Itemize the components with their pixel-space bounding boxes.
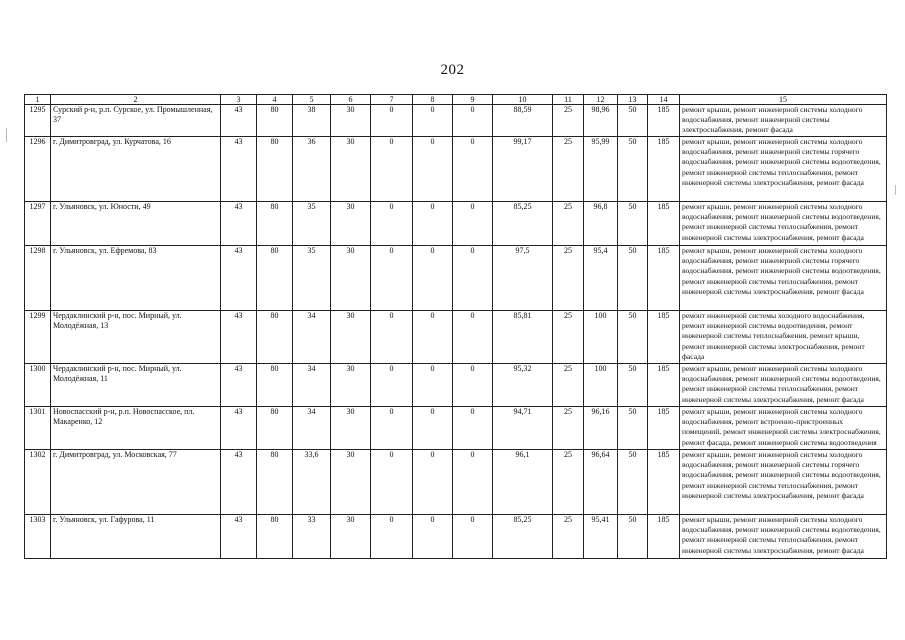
table-row [25, 202, 887, 246]
column-header-5: 5 [293, 95, 331, 105]
column-header-13: 13 [618, 95, 648, 105]
repair-works-cell: ремонт крыши, ремонт инженерной системы холодного водоснабжения, ремонт инженерной системы водоотведения, ремонт инженерной системы теплоснабжения, ремонт инженерной системы электроснабжения, ремонт фасада [680, 202, 887, 246]
value-cell-col4: 80 [257, 364, 293, 407]
address-cell: г. Димитровград, ул. Московская, 77 [51, 450, 221, 515]
repair-works-cell: ремонт крыши, ремонт инженерной системы холодного водоснабжения, ремонт инженерной системы водоотведения, ремонт инженерной системы теплоснабжения, ремонт инженерной системы электроснабжения, ремонт фасада [680, 364, 887, 407]
value-cell-col11: 25 [553, 137, 584, 202]
table-row [25, 450, 887, 515]
value-cell-col14: 185 [648, 407, 680, 450]
value-cell-col6: 30 [331, 311, 371, 364]
value-cell-col7: 0 [371, 450, 413, 515]
row-number: 1295 [25, 105, 51, 137]
column-header-6: 6 [331, 95, 371, 105]
address-cell: Сурский р-н, р.п. Сурское, ул. Промышленная, 37 [51, 105, 221, 137]
table-row [25, 515, 887, 559]
table-header-row [25, 95, 887, 105]
value-cell-col6: 30 [331, 407, 371, 450]
value-cell-col9: 0 [453, 515, 493, 559]
column-header-8: 8 [413, 95, 453, 105]
value-cell-col14: 185 [648, 515, 680, 559]
value-cell-col7: 0 [371, 202, 413, 246]
table-row [25, 407, 887, 450]
value-cell-col3: 43 [221, 364, 257, 407]
repair-works-cell: ремонт инженерной системы холодного водоснабжения, ремонт инженерной системы водоотведения, ремонт инженерной системы теплоснабжения, ремонт крыши, ремонт инженерной системы электроснабжения, ремонт фасада [680, 311, 887, 364]
address-cell: Новоспасский р-н, р.п. Новоспасское, пл. Макаренко, 12 [51, 407, 221, 450]
value-cell-col9: 0 [453, 246, 493, 311]
value-cell-col12: 95,41 [584, 515, 618, 559]
repair-works-cell: ремонт крыши, ремонт инженерной системы холодного водоснабжения, ремонт инженерной системы горячего водоснабжения, ремонт инженерной системы водоотведения, ремонт инженерной системы теплоснабжения, ремонт инженерной системы электроснабжения, ремонт фасада [680, 450, 887, 515]
value-cell-col4: 80 [257, 311, 293, 364]
row-number: 1302 [25, 450, 51, 515]
value-cell-col5: 33 [293, 515, 331, 559]
value-cell-col6: 30 [331, 137, 371, 202]
table-row [25, 105, 887, 137]
row-number: 1303 [25, 515, 51, 559]
value-cell-col13: 50 [618, 515, 648, 559]
value-cell-col9: 0 [453, 364, 493, 407]
value-cell-col14: 185 [648, 202, 680, 246]
value-cell-col10: 97,5 [493, 246, 553, 311]
value-cell-col3: 43 [221, 246, 257, 311]
value-cell-col8: 0 [413, 364, 453, 407]
value-cell-col6: 30 [331, 105, 371, 137]
value-cell-col5: 36 [293, 137, 331, 202]
value-cell-col13: 50 [618, 364, 648, 407]
value-cell-col11: 25 [553, 202, 584, 246]
value-cell-col8: 0 [413, 450, 453, 515]
value-cell-col9: 0 [453, 202, 493, 246]
value-cell-col4: 80 [257, 137, 293, 202]
value-cell-col7: 0 [371, 407, 413, 450]
value-cell-col10: 94,71 [493, 407, 553, 450]
value-cell-col12: 96,64 [584, 450, 618, 515]
address-cell: г. Димитровград, ул. Курчатова, 16 [51, 137, 221, 202]
table-row [25, 311, 887, 364]
value-cell-col11: 25 [553, 246, 584, 311]
column-header-9: 9 [453, 95, 493, 105]
table-row [25, 137, 887, 202]
row-number: 1298 [25, 246, 51, 311]
value-cell-col4: 80 [257, 202, 293, 246]
value-cell-col4: 80 [257, 246, 293, 311]
value-cell-col6: 30 [331, 246, 371, 311]
value-cell-col12: 98,96 [584, 105, 618, 137]
value-cell-col12: 96,16 [584, 407, 618, 450]
value-cell-col8: 0 [413, 515, 453, 559]
table-row [25, 364, 887, 407]
address-cell: Чердаклинский р-н, пос. Мирный, ул. Молодёжная, 13 [51, 311, 221, 364]
page-number: 202 [440, 62, 465, 78]
value-cell-col5: 34 [293, 364, 331, 407]
value-cell-col13: 50 [618, 450, 648, 515]
value-cell-col12: 95,99 [584, 137, 618, 202]
row-number: 1297 [25, 202, 51, 246]
value-cell-col5: 33,6 [293, 450, 331, 515]
value-cell-col14: 185 [648, 311, 680, 364]
value-cell-col14: 185 [648, 450, 680, 515]
value-cell-col5: 38 [293, 105, 331, 137]
column-header-7: 7 [371, 95, 413, 105]
value-cell-col6: 30 [331, 515, 371, 559]
value-cell-col14: 185 [648, 246, 680, 311]
value-cell-col12: 100 [584, 364, 618, 407]
value-cell-col3: 43 [221, 202, 257, 246]
column-header-4: 4 [257, 95, 293, 105]
column-header-12: 12 [584, 95, 618, 105]
repair-works-cell: ремонт крыши, ремонт инженерной системы холодного водоснабжения, ремонт инженерной системы водоотведения, ремонт инженерной системы теплоснабжения, ремонт инженерной системы электроснабжения, ремонт фасада [680, 515, 887, 559]
value-cell-col9: 0 [453, 450, 493, 515]
address-cell: Чердаклинский р-н, пос. Мирный, ул. Молодёжная, 11 [51, 364, 221, 407]
value-cell-col11: 25 [553, 105, 584, 137]
table-body [25, 105, 887, 559]
value-cell-col13: 50 [618, 105, 648, 137]
value-cell-col4: 80 [257, 105, 293, 137]
repair-works-cell: ремонт крыши, ремонт инженерной системы холодного водоснабжения, ремонт инженерной системы горячего водоснабжения, ремонт инженерной системы водоотведения, ремонт инженерной системы теплоснабжения, ремонт инженерной системы электроснабжения, ремонт фасада [680, 246, 887, 311]
value-cell-col14: 185 [648, 364, 680, 407]
repair-works-cell: ремонт крыши, ремонт инженерной системы холодного водоснабжения, ремонт инженерной системы горячего водоснабжения, ремонт инженерной системы водоотведения, ремонт инженерной системы теплоснабжения, ремонт инженерной системы электроснабжения, ремонт фасада [680, 137, 887, 202]
value-cell-col7: 0 [371, 311, 413, 364]
value-cell-col9: 0 [453, 105, 493, 137]
column-header-2: 2 [51, 95, 221, 105]
value-cell-col7: 0 [371, 105, 413, 137]
row-number: 1301 [25, 407, 51, 450]
row-number: 1299 [25, 311, 51, 364]
value-cell-col10: 85,25 [493, 202, 553, 246]
value-cell-col13: 50 [618, 311, 648, 364]
row-number: 1296 [25, 137, 51, 202]
value-cell-col9: 0 [453, 137, 493, 202]
value-cell-col10: 96,1 [493, 450, 553, 515]
value-cell-col3: 43 [221, 407, 257, 450]
value-cell-col8: 0 [413, 105, 453, 137]
column-header-14: 14 [648, 95, 680, 105]
value-cell-col7: 0 [371, 364, 413, 407]
housing-repair-registry-table [24, 94, 887, 559]
value-cell-col14: 185 [648, 137, 680, 202]
repair-works-cell: ремонт крыши, ремонт инженерной системы холодного водоснабжения, ремонт инженерной системы электроснабжения, ремонт фасада [680, 105, 887, 137]
value-cell-col3: 43 [221, 105, 257, 137]
value-cell-col13: 50 [618, 202, 648, 246]
value-cell-col10: 99,17 [493, 137, 553, 202]
value-cell-col7: 0 [371, 515, 413, 559]
value-cell-col5: 34 [293, 407, 331, 450]
value-cell-col9: 0 [453, 311, 493, 364]
value-cell-col11: 25 [553, 450, 584, 515]
value-cell-col5: 35 [293, 246, 331, 311]
repair-works-cell: ремонт крыши, ремонт инженерной системы холодного водоснабжения, ремонт встроенно-пристроенных помещений, ремонт инженерной системы электроснабжения, ремонт фасада, ремонт инженерной системы водоотведения [680, 407, 887, 450]
value-cell-col14: 185 [648, 105, 680, 137]
column-header-15: 15 [680, 95, 887, 105]
value-cell-col3: 43 [221, 450, 257, 515]
row-number: 1300 [25, 364, 51, 407]
value-cell-col3: 43 [221, 311, 257, 364]
value-cell-col10: 85,25 [493, 515, 553, 559]
value-cell-col13: 50 [618, 137, 648, 202]
value-cell-col8: 0 [413, 202, 453, 246]
value-cell-col10: 88,59 [493, 105, 553, 137]
scan-edge-mark-left [6, 128, 7, 142]
value-cell-col6: 30 [331, 202, 371, 246]
value-cell-col3: 43 [221, 137, 257, 202]
value-cell-col11: 25 [553, 407, 584, 450]
address-cell: г. Ульяновск, ул. Гафурова, 11 [51, 515, 221, 559]
value-cell-col12: 96,8 [584, 202, 618, 246]
value-cell-col7: 0 [371, 137, 413, 202]
value-cell-col8: 0 [413, 311, 453, 364]
value-cell-col4: 80 [257, 515, 293, 559]
value-cell-col12: 100 [584, 311, 618, 364]
value-cell-col7: 0 [371, 246, 413, 311]
value-cell-col13: 50 [618, 407, 648, 450]
value-cell-col10: 85,81 [493, 311, 553, 364]
value-cell-col6: 30 [331, 364, 371, 407]
value-cell-col5: 34 [293, 311, 331, 364]
value-cell-col8: 0 [413, 407, 453, 450]
column-header-10: 10 [493, 95, 553, 105]
value-cell-col5: 35 [293, 202, 331, 246]
column-header-11: 11 [553, 95, 584, 105]
value-cell-col11: 25 [553, 515, 584, 559]
value-cell-col4: 80 [257, 450, 293, 515]
value-cell-col3: 43 [221, 515, 257, 559]
table-row [25, 246, 887, 311]
column-header-1: 1 [25, 95, 51, 105]
value-cell-col8: 0 [413, 137, 453, 202]
address-cell: г. Ульяновск, ул. Ефремова, 83 [51, 246, 221, 311]
value-cell-col11: 25 [553, 364, 584, 407]
value-cell-col13: 50 [618, 246, 648, 311]
value-cell-col12: 95,4 [584, 246, 618, 311]
value-cell-col8: 0 [413, 246, 453, 311]
scan-edge-mark-right [895, 185, 896, 195]
value-cell-col11: 25 [553, 311, 584, 364]
address-cell: г. Ульяновск, ул. Юности, 49 [51, 202, 221, 246]
column-header-3: 3 [221, 95, 257, 105]
value-cell-col4: 80 [257, 407, 293, 450]
value-cell-col6: 30 [331, 450, 371, 515]
value-cell-col10: 95,32 [493, 364, 553, 407]
value-cell-col9: 0 [453, 407, 493, 450]
